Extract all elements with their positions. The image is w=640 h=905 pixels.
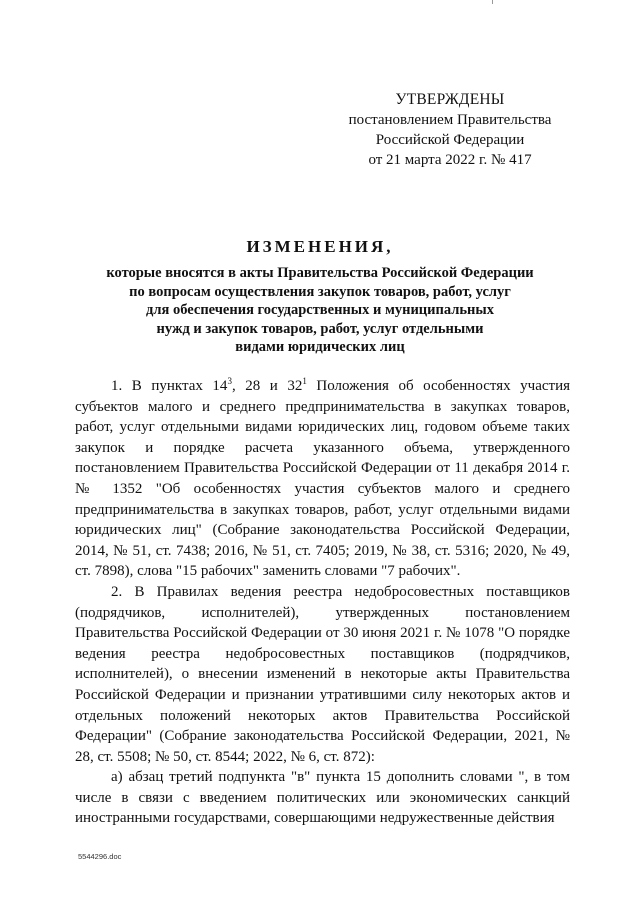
document-heading (60, 235, 580, 357)
superscript-2: 1 (302, 376, 307, 386)
heading-line-4: нужд и закупок товаров, работ, услуг отдельными (156, 320, 484, 337)
scan-mark (492, 0, 493, 4)
paragraph-1-part-a: 1. В пунктах 14 (111, 378, 228, 394)
heading-line-5: видами юридических лиц (235, 339, 405, 355)
document-title: ИЗМЕНЕНИЯ, (246, 237, 394, 256)
heading-line-3: для обеспечения государственных и муниципальных (146, 302, 494, 318)
approval-stamp (340, 90, 560, 170)
paragraph-2: 2. В Правилах ведения реестра недобросовестных поставщиков (подрядчиков, исполнителей), утвержденных постановлением Правительства Российской Федерации от 30 июня 2021 г. № 1078 "О порядке ведения реестра недобросовестных поставщиков (подрядчиков, исполнителей), о внесении изменений в некоторые акты Правительства Российской Федерации и признании утратившими силу некоторых актов и отдельных положений некоторых актов Правительства Российской Федерации" (Собрание законодательства Российской Федерации, 2021, № 28, ст. 5508; № 50, ст. 8544; 2022, № 6, ст. 872): (75, 583, 570, 765)
paragraph-1-part-c: Положения об особенностях участия субъектов малого и среднего предпринимательства в закупках товаров, работ, услуг отдельными видами юридических лиц, годовом объеме таких закупок и порядке расчета указанного объема, утвержденного постановлением Правительства Российской Федерации от 11 декабря 2014 г. № 1352 "Об особенностях участия субъектов малого и среднего предпринимательства в закупках товаров, работ, услуг отдельными видами юридических лиц" (Собрание законодательства Российской Федерации, 2014, № 51, ст. 7438; 2016, № 51, ст. 7405; 2019, № 38, ст. 5316; 2020, № 49, ст. 7898), слова "15 рабочих" заменить словами "7 рабочих". (75, 378, 571, 580)
document-body (75, 376, 570, 829)
approval-title: УТВЕРЖДЕНЫ (395, 91, 505, 108)
paragraph-1 (75, 376, 570, 582)
document-file-code: 5544296.doc (78, 852, 122, 861)
paragraph-3: а) абзац третий подпункта "в" пункта 15 дополнить словами ", в том числе в связи с введением политических или экономических санкций иностранными государствами, совершающими недружественные действия (75, 769, 570, 827)
approval-line-2: Российской Федерации (375, 132, 525, 148)
heading-line-2: по вопросам осуществления закупок товаров, работ, услуг (129, 283, 511, 300)
approval-line-3: от 21 марта 2022 г. № 417 (368, 152, 532, 168)
superscript-1: 3 (227, 376, 232, 386)
paragraph-1-part-b: , 28 и 32 (231, 378, 303, 394)
heading-line-1: которые вносятся в акты Правительства Российской Федерации (106, 265, 534, 281)
approval-line-1: постановлением Правительства (348, 112, 552, 128)
